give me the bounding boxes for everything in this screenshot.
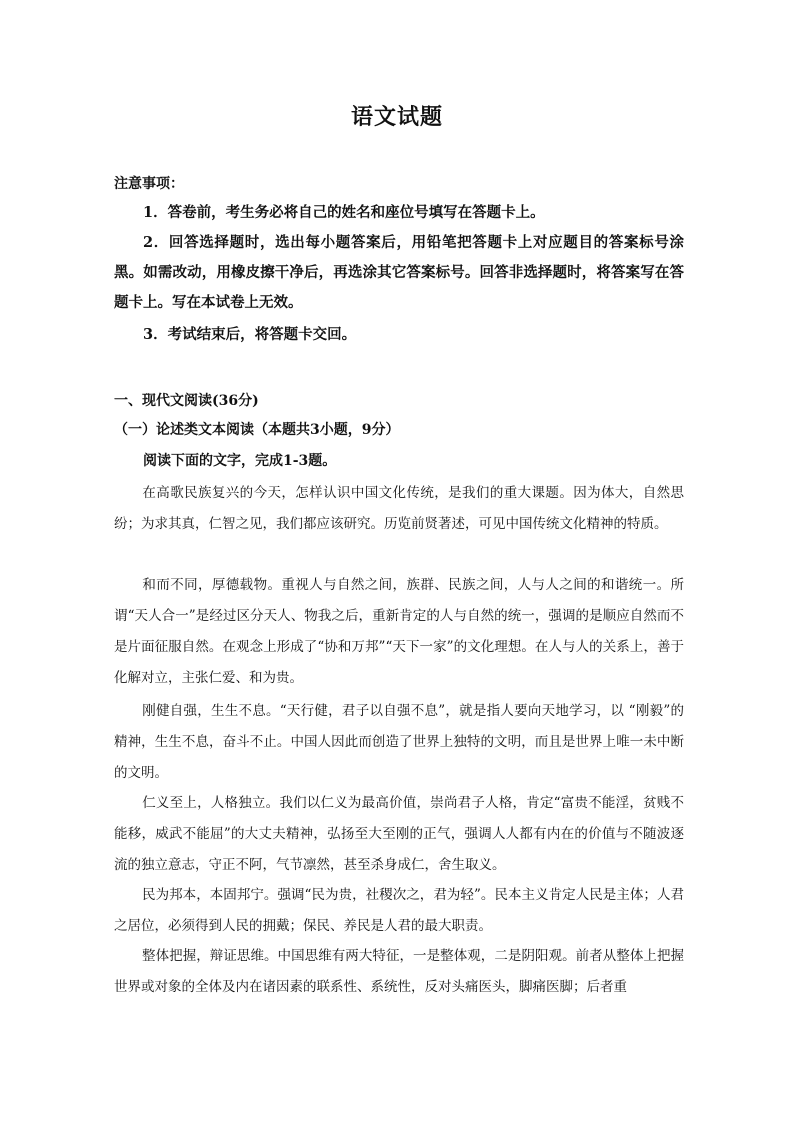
- passage-paragraph: [114, 696, 684, 789]
- page-title: 语文试题: [350, 104, 443, 130]
- passage-paragraph: [114, 880, 684, 942]
- passage-text: 民为邦本，本固邦宁。强调“民为贵，社稷次之，君为轻”。民本主义肯定人民是主体；人君之居位，必须得到人民的拥戴；保民、养民是人君的最大职责。: [114, 887, 684, 934]
- section-instruction: 阅读下面的文字，完成1-3题。: [143, 453, 337, 469]
- passage-paragraph: [114, 788, 684, 881]
- passage-paragraph: [114, 570, 684, 694]
- notice-item-text: 2．回答选择题时，选出每小题答案后，用铅笔把答题卡上对应题目的答案标号涂黑。如需改动，用橡皮擦干净后，再选涂其它答案标号。回答非选择题时，将答案写在答题卡上。写在本试卷上无效。: [114, 234, 684, 311]
- passage-text: 刚健自强，生生不息。“天行健，君子以自强不息”，就是指人要向天地学习，以 “刚毅”的精神，生生不息，奋斗不止。中国人因此而创造了世界上独特的文明，而且是世界上唯一未中断的文明。: [114, 703, 684, 781]
- passage-text: 在高歌民族复兴的今天，怎样认识中国文化传统，是我们的重大课题。因为体大，自然思纷；为求其真，仁智之见，我们都应该研究。历览前贤著述，可见中国传统文化精神的特质。: [114, 485, 684, 532]
- notice-item: [114, 320, 684, 350]
- section-subheading: （一）论述类文本阅读（本题共3小题，9分）: [114, 422, 400, 438]
- passage-paragraph: [114, 478, 684, 540]
- notice-heading: 注意事项：: [114, 176, 184, 192]
- notice-item-text: 3．考试结束后，将答题卡交回。: [143, 326, 357, 343]
- section-heading: 一、现代文阅读(36分): [114, 393, 259, 409]
- notice-item: [114, 228, 684, 318]
- passage-paragraph: [114, 941, 684, 1003]
- notice-item: [114, 198, 684, 228]
- passage-text: 和而不同，厚德载物。重视人与自然之间，族群、民族之间，人与人之间的和谐统一。所谓“天人合一”是经过区分天人、物我之后，重新肯定的人与自然的统一，强调的是顺应自然而不是片面征服自然。在观念上形成了“协和万邦”“天下一家”的文化理想。在人与人的关系上，善于化解对立，主张仁爱、和为贵。: [114, 577, 684, 686]
- passage-text: 仁义至上，人格独立。我们以仁义为最高价值，崇尚君子人格，肯定“富贵不能淫，贫贱不能移，威武不能屈”的大丈夫精神，弘扬至大至刚的正气，强调人人都有内在的价值与不随波逐流的独立意志，守正不阿，气节凛然，甚至杀身成仁，舍生取义。: [114, 795, 684, 873]
- notice-item-text: 1．答卷前，考生务必将自己的姓名和座位号填写在答题卡上。: [143, 204, 545, 221]
- passage-text: 整体把握，辩证思维。中国思维有两大特征，一是整体观，二是阴阳观。前者从整体上把握世界或对象的全体及内在诸因素的联系性、系统性，反对头痛医头，脚痛医脚；后者重: [114, 948, 684, 995]
